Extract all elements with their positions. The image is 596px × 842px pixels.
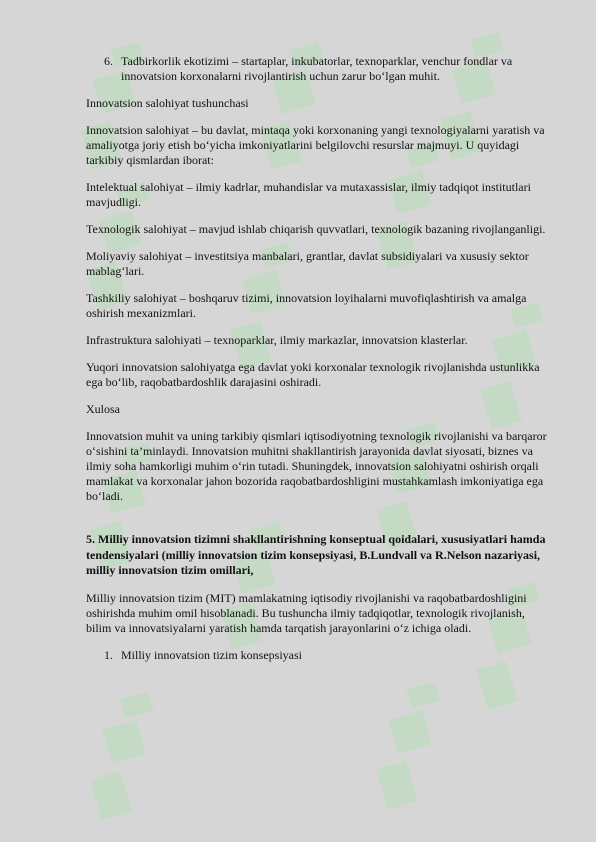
list-number: 1. [104,647,113,662]
document-body [86,54,548,675]
paragraph: Infrastruktura salohiyati – texnoparklar, ilmiy markazlar, innovatsion klasterlar. [86,333,468,347]
paragraph: Intelektual salohiyat – ilmiy kadrlar, muhandislar va mutaxassislar, ilmiy tadqiqot institutlari mavjudligi. [86,180,531,209]
paragraph: Innovatsion muhit va uning tarkibiy qismlari iqtisodiyotning texnologik rivojlanishi va barqaror o‘sishini ta’minlaydi. Innovatsion muhitni shakllantirish jarayonida davlat siyosati, biznes va ilmiy soha hamkorligi muhim o‘rin tutadi. Shuningdek, innovatsion salohiyatni oshirish orqali mamlakat va korxonalar jahon bozorida raqobatbardoshligini mustahkamlash imkoniyatiga ega bo‘ladi. [86,429,547,503]
section-title-innovation-potential: Innovatsion salohiyat tushunchasi [86,96,249,110]
list-item [86,648,548,663]
section-title-conclusion: Xulosa [86,402,120,416]
list-item [86,54,548,84]
watermark-logo-icon [366,680,446,830]
paragraph: Moliyaviy salohiyat – investitsiya manbalari, grantlar, davlat subsidiyalari va xususiy sektor mablag‘lari. [86,249,529,278]
watermark-logo-icon [80,690,160,840]
paragraph: Yuqori innovatsion salohiyatga ega davlat yoki korxonalar texnologik rivojlanishda ustunlikka ega bo‘lib, raqobatbardoshlik darajasini oshiradi. [86,360,540,389]
list-number: 6. [104,54,113,68]
list-item-text: Milliy innovatsion tizim konsepsiyasi [121,647,302,662]
list-item-text: Tadbirkorlik ekotizimi – startaplar, inkubatorlar, texnoparklar, venchur fondlar va innovatsion korxonalarni rivojlantirish uchun zarur bo‘lgan muhit. [121,54,513,83]
paragraph: Tashkiliy salohiyat – boshqaruv tizimi, innovatsion loyihalarni muvofiqlashtirish va amalga oshirish mexanizmlari. [86,291,527,320]
paragraph: Milliy innovatsion tizim (MIT) mamlakatning iqtisodiy rivojlanishi va raqobatbardoshligini oshirishda muhim omil hisoblanadi. Bu tushuncha ilmiy tadqiqotlar, texnologik rivojlanish, bilim va innovatsiyalarni yaratish hamda tarqatish jarayonlarini o‘z ichiga oladi. [86,590,527,635]
paragraph: Texnologik salohiyat – mavjud ishlab chiqarish quvvatlari, texnologik bazaning rivojlanganligi. [86,222,546,236]
section-heading: 5. Milliy innovatsion tizimni shakllantirishning konseptual qoidalari, xususiyatlari hamda tendensiyalari (milliy innovatsion tizim konsepsiyasi, B.Lundvall va R.Nelson nazariyasi, milliy innovatsion tizim omillari, [86,532,546,577]
paragraph: Innovatsion salohiyat – bu davlat, mintaqa yoki korxonaning yangi texnologiyalarni yaratish va amaliyotga joriy etish bo‘yicha imkoniyatlarini belgilovchi resurslar majmuyi. U quyidagi tarkibiy qismlardan iborat: [86,123,545,167]
